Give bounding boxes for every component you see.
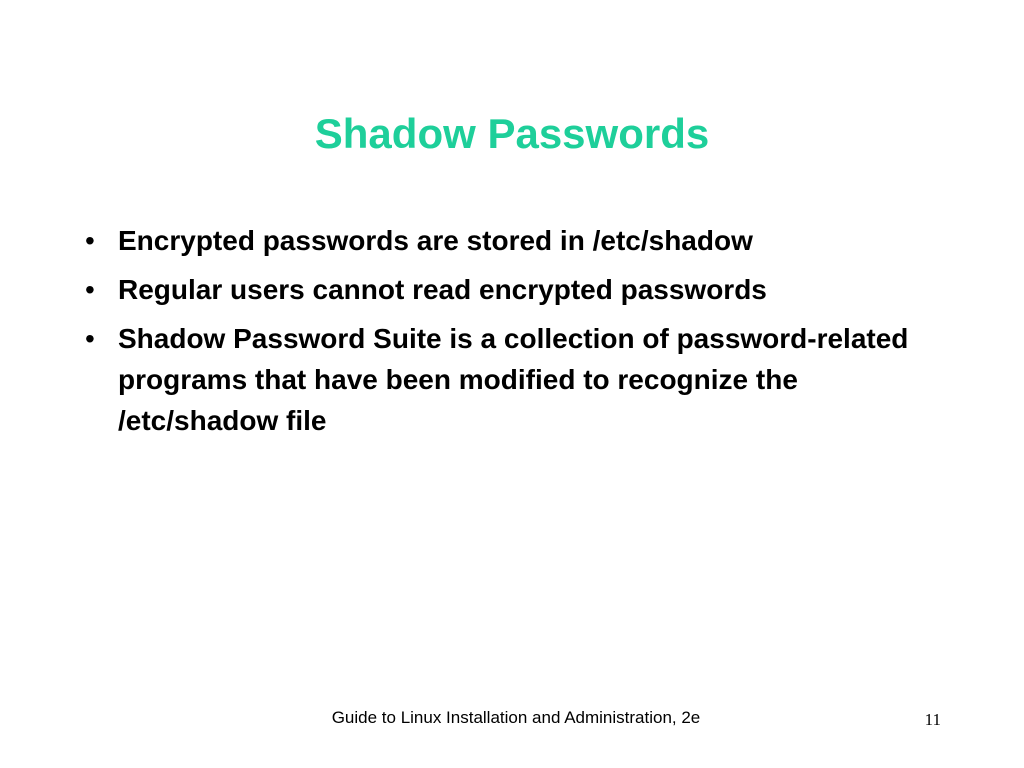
bullet-dot-icon: • [85,274,95,305]
bullet-text: Shadow Password Suite is a collection of password-related programs that have been modified to recognize the /etc/shadow file [118,323,909,436]
bullet-dot-icon: • [85,323,95,354]
bullet-text: Regular users cannot read encrypted passwords [118,274,767,305]
footer-text: Guide to Linux Installation and Administration, 2e [331,708,701,727]
bullet-item [80,220,940,261]
page-number: 11 [924,710,941,729]
bullet-list [80,220,940,449]
bullet-item [80,318,940,441]
bullet-item [80,269,940,310]
bullet-dot-icon: • [85,225,95,256]
bullet-text: Encrypted passwords are stored in /etc/shadow [118,225,753,256]
slide-title: Shadow Passwords [314,110,710,157]
